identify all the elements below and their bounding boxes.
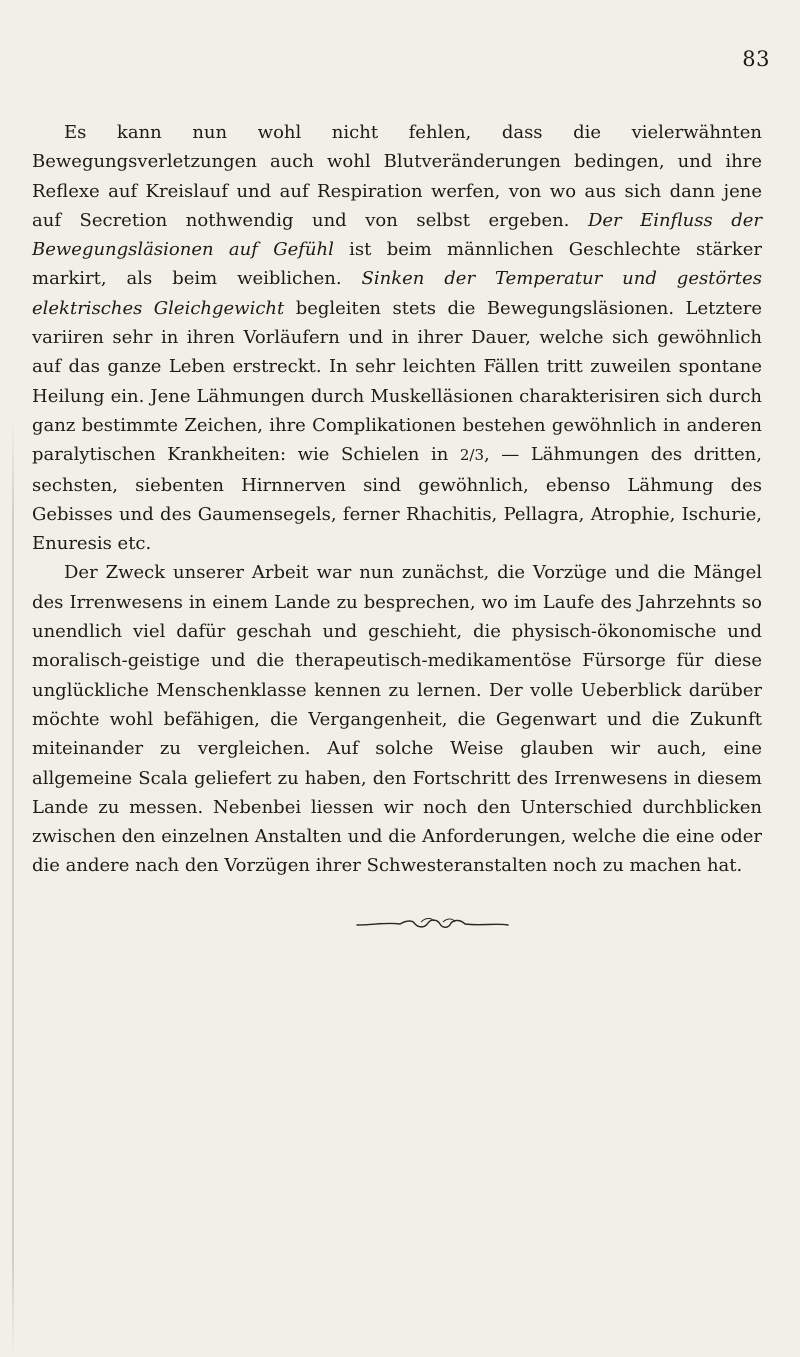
text-segment: Es kann nun wohl nicht fehlen, dass die vielerwähnten Bewegungsverletzungen auch wohl Blutveränderungen bedingen, und ihre Reflexe auf Kreislauf und auf Respiration werfen, von wo aus sich dann jene auf Secretion nothwendig und von selbst ergeben.: [32, 122, 762, 231]
text-segment: Der Zweck unserer Arbeit war nun zunächst, die Vorzüge und die Mängel des Irrenwesens in einem Lande zu besprechen, wo im Laufe des Jahrzehnts so unendlich viel dafür geschah und geschieht, die physisch-ökonomische und moralisch-geistige und die therapeutisch-medikamentöse Fürsorge für diese unglückliche Menschenklasse kennen zu lernen. Der volle Ueberblick darüber möchte wohl befähigen, die Vergangenheit, die Gegenwart und die Zukunft miteinander zu vergleichen. Auf solche Weise glauben wir auch, eine allgemeine Scala geliefert zu haben, den Fortschritt des Irrenwesens in diesem Lande zu messen. Nebenbei liessen wir noch den Unterschied durchblicken zwischen den einzelnen Anstalten und die Anforderungen, welche die eine oder die andere nach den Vorzügen ihrer Schwesteranstalten noch zu machen hat.: [32, 562, 762, 877]
text-segment: , — Lähmungen des dritten, sechsten, siebenten Hirnnerven sind gewöhnlich, ebenso Lähmung des Gebisses und des Gaumensegels, ferner Rhachitis, Pellagra, Atrophie, Ischurie, Enuresis etc.: [32, 444, 762, 555]
body-text: [32, 118, 762, 881]
italic-segment: Sinken der Temperatur und gestörtes elektrisches Gleichgewicht: [32, 268, 763, 319]
decorative-flourish-icon: [355, 916, 510, 932]
text-segment: begleiten stets die Bewegungsläsionen. Letztere variiren sehr in ihren Vorläufern und in ihrer Dauer, welche sich gewöhnlich auf das ganze Leben erstreckt. In sehr leichten Fällen tritt zuweilen spontane Heilung ein. Jene Lähmungen durch Muskelläsionen charakterisiren sich durch ganz bestimmte Zeichen, ihre Complikationen bestehen gewöhnlich in anderen paralytischen Krankheiten: wie Schielen in: [32, 297, 762, 466]
italic-segment: Der Einfluss der Bewegungsläsionen auf Gefühl: [32, 209, 763, 261]
page-number: 83: [742, 47, 770, 71]
fraction: 2/3: [459, 446, 485, 465]
text-segment: ist beim männlichen Geschlechte stärker markirt, als beim weiblichen.: [32, 239, 762, 290]
paragraph-1: [32, 118, 762, 558]
paragraph-2: [32, 558, 762, 880]
page-fold-shadow: [12, 420, 14, 1357]
